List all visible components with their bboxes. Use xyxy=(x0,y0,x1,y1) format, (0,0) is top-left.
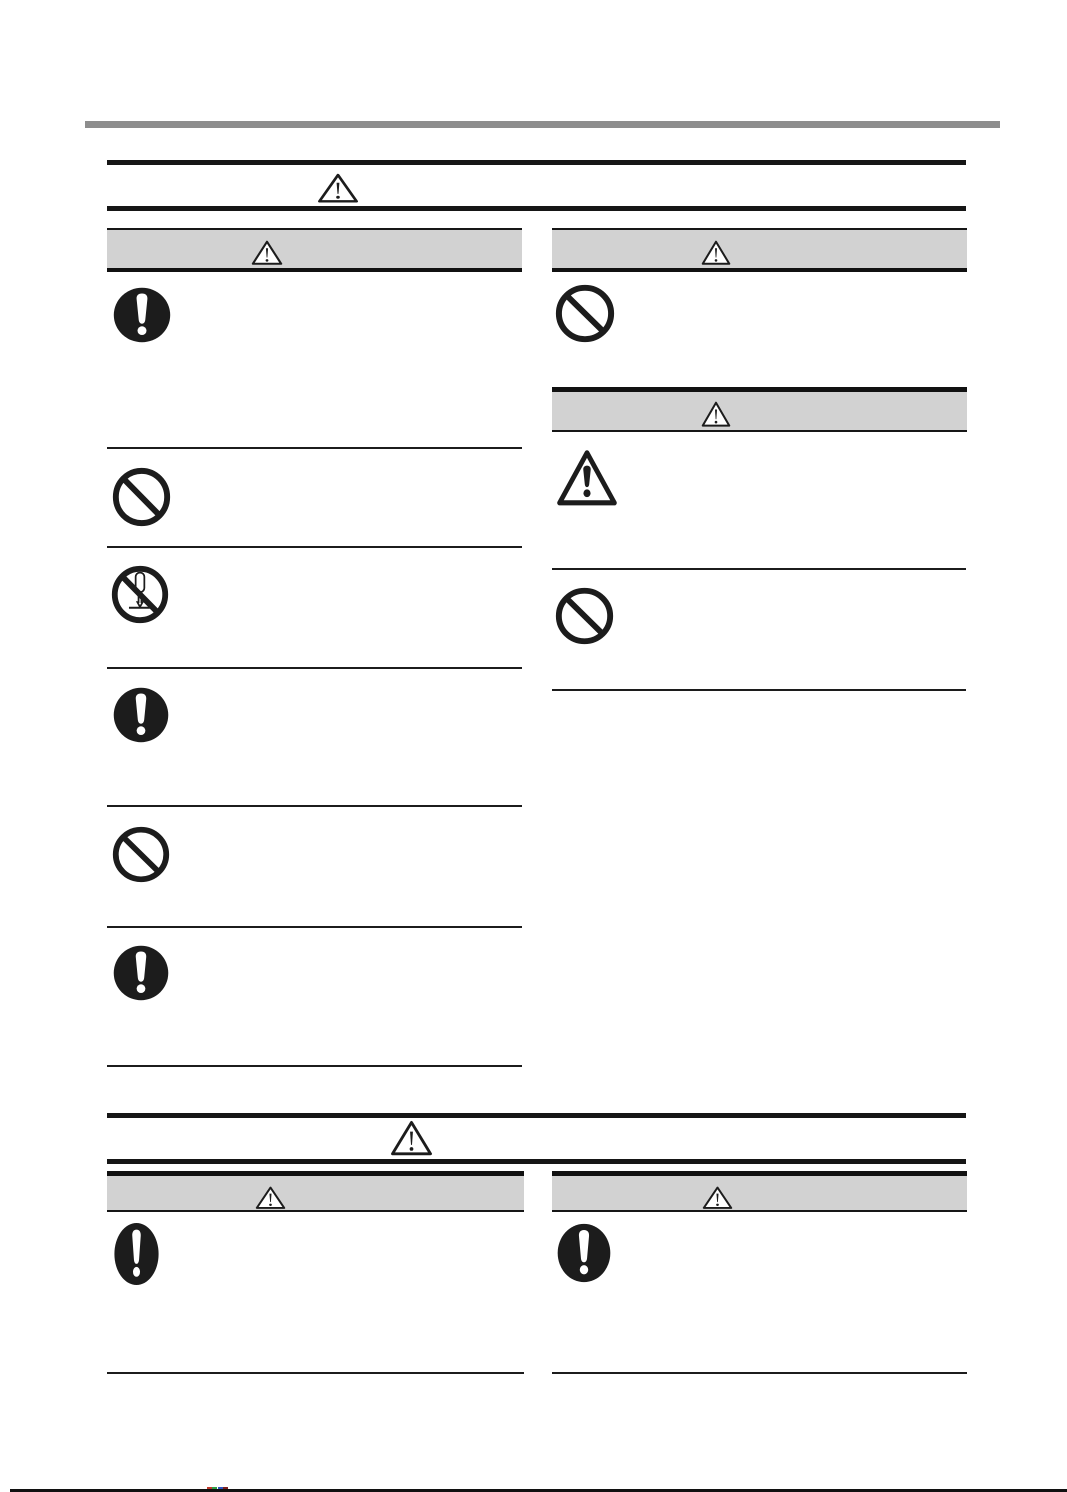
item-divider xyxy=(107,447,522,449)
warning-header-rule-bottom xyxy=(107,206,966,211)
warning-triangle-icon xyxy=(701,401,731,428)
mandatory-action-icon xyxy=(556,1222,612,1284)
warning-triangle-icon xyxy=(701,240,731,266)
item-divider xyxy=(107,1372,524,1374)
mandatory-action-icon xyxy=(112,944,170,1002)
prohibition-icon xyxy=(555,587,614,645)
item-divider xyxy=(552,568,966,570)
mandatory-action-icon xyxy=(112,286,172,344)
prohibition-icon xyxy=(112,467,171,527)
top-gray-strip xyxy=(85,121,1000,128)
mandatory-action-icon xyxy=(113,1221,160,1287)
prohibition-icon xyxy=(112,826,170,883)
mandatory-action-icon xyxy=(112,686,170,744)
warning-triangle-icon xyxy=(390,1120,433,1157)
warning-triangle-icon xyxy=(317,173,359,204)
caution-header-rule-bottom xyxy=(107,1159,966,1164)
caution-right-column-header-bar xyxy=(552,1171,967,1212)
item-divider xyxy=(107,1065,522,1067)
warning-left-column-header-bar xyxy=(107,228,522,272)
caution-triangle-icon xyxy=(556,449,618,508)
warning-triangle-icon xyxy=(702,1186,733,1210)
caution-subheader-bar xyxy=(552,387,967,432)
item-divider xyxy=(552,1372,967,1374)
item-divider xyxy=(107,805,522,807)
warning-triangle-icon xyxy=(255,1186,286,1210)
warning-right-column-header-bar xyxy=(552,228,967,272)
caution-header-rule-top xyxy=(107,1113,966,1118)
warning-triangle-icon xyxy=(251,240,283,266)
item-divider xyxy=(552,689,966,691)
prohibition-icon xyxy=(555,284,615,343)
caution-left-column-header-bar xyxy=(107,1171,524,1212)
item-divider xyxy=(107,667,522,669)
warning-header-rule-top xyxy=(107,160,966,165)
item-divider xyxy=(107,926,522,928)
no-disassembly-icon xyxy=(111,565,169,624)
item-divider xyxy=(107,546,522,548)
